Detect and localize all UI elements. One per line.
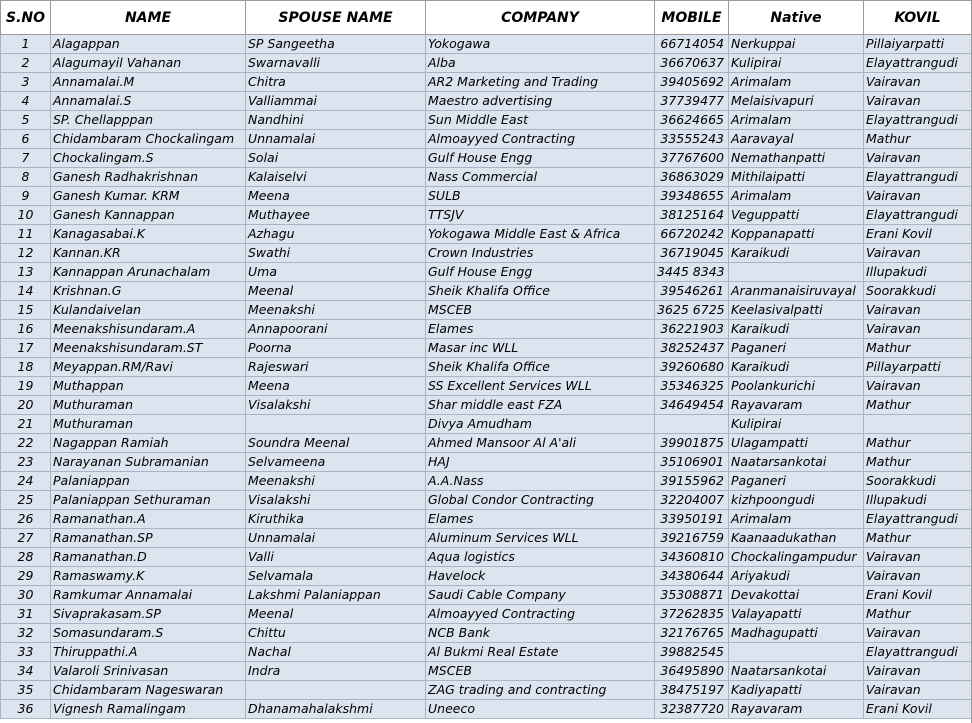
cell-spouse-name[interactable]: Rajeswari bbox=[246, 358, 426, 377]
cell-native[interactable]: Rayavaram bbox=[729, 396, 864, 415]
cell-sno[interactable]: 7 bbox=[1, 149, 51, 168]
cell-spouse-name[interactable]: Meena bbox=[246, 187, 426, 206]
cell-company[interactable]: Aluminum Services WLL bbox=[426, 529, 655, 548]
cell-name[interactable]: Kannappan Arunachalam bbox=[51, 263, 246, 282]
cell-name[interactable]: Kanagasabai.K bbox=[51, 225, 246, 244]
cell-native[interactable]: Chockalingampudur bbox=[729, 548, 864, 567]
cell-native[interactable]: Karaikudi bbox=[729, 320, 864, 339]
cell-name[interactable]: Meyappan.RM/Ravi bbox=[51, 358, 246, 377]
cell-mobile[interactable]: 36863029 bbox=[655, 168, 729, 187]
cell-kovil[interactable]: Elayattrangudi bbox=[864, 206, 972, 225]
cell-mobile[interactable]: 37262835 bbox=[655, 605, 729, 624]
cell-name[interactable]: Ramkumar Annamalai bbox=[51, 586, 246, 605]
cell-spouse-name[interactable]: Chitra bbox=[246, 73, 426, 92]
table-row bbox=[1, 282, 972, 301]
cell-name[interactable]: Alagappan bbox=[51, 35, 246, 54]
cell-sno[interactable]: 11 bbox=[1, 225, 51, 244]
cell-sno[interactable]: 19 bbox=[1, 377, 51, 396]
table-row bbox=[1, 92, 972, 111]
cell-kovil[interactable]: Mathur bbox=[864, 529, 972, 548]
cell-mobile[interactable]: 35106901 bbox=[655, 453, 729, 472]
cell-mobile[interactable] bbox=[655, 415, 729, 434]
cell-sno[interactable]: 25 bbox=[1, 491, 51, 510]
cell-native[interactable] bbox=[729, 643, 864, 662]
cell-kovil[interactable]: Vairavan bbox=[864, 149, 972, 168]
cell-native[interactable]: Nemathanpatti bbox=[729, 149, 864, 168]
cell-company[interactable]: TTSJV bbox=[426, 206, 655, 225]
cell-native[interactable]: Arimalam bbox=[729, 187, 864, 206]
cell-mobile[interactable]: 34360810 bbox=[655, 548, 729, 567]
cell-spouse-name[interactable]: Meenakshi bbox=[246, 472, 426, 491]
table-row bbox=[1, 244, 972, 263]
table-row bbox=[1, 472, 972, 491]
cell-company[interactable]: Almoayyed Contracting bbox=[426, 605, 655, 624]
cell-kovil[interactable]: Vairavan bbox=[864, 662, 972, 681]
cell-spouse-name[interactable]: Nandhini bbox=[246, 111, 426, 130]
cell-name[interactable]: Annamalai.M bbox=[51, 73, 246, 92]
cell-sno[interactable]: 5 bbox=[1, 111, 51, 130]
table-row bbox=[1, 35, 972, 54]
table-row bbox=[1, 529, 972, 548]
table-row bbox=[1, 624, 972, 643]
cell-sno[interactable]: 24 bbox=[1, 472, 51, 491]
cell-company[interactable]: ZAG trading and contracting bbox=[426, 681, 655, 700]
cell-kovil[interactable]: Pillaiyarpatti bbox=[864, 35, 972, 54]
cell-company[interactable]: Aqua logistics bbox=[426, 548, 655, 567]
cell-mobile[interactable]: 39405692 bbox=[655, 73, 729, 92]
cell-mobile[interactable]: 39901875 bbox=[655, 434, 729, 453]
cell-name[interactable]: Meenakshisundaram.A bbox=[51, 320, 246, 339]
table-row bbox=[1, 149, 972, 168]
cell-kovil[interactable]: Vairavan bbox=[864, 73, 972, 92]
cell-sno[interactable]: 31 bbox=[1, 605, 51, 624]
cell-spouse-name[interactable]: Azhagu bbox=[246, 225, 426, 244]
table-row bbox=[1, 130, 972, 149]
cell-spouse-name[interactable]: Valliammai bbox=[246, 92, 426, 111]
cell-name[interactable]: Annamalai.S bbox=[51, 92, 246, 111]
cell-native[interactable]: kizhpoongudi bbox=[729, 491, 864, 510]
cell-mobile[interactable]: 33555243 bbox=[655, 130, 729, 149]
cell-sno[interactable]: 8 bbox=[1, 168, 51, 187]
cell-spouse-name[interactable]: Meenakshi bbox=[246, 301, 426, 320]
cell-sno[interactable]: 13 bbox=[1, 263, 51, 282]
cell-name[interactable]: Somasundaram.S bbox=[51, 624, 246, 643]
cell-native[interactable]: Paganeri bbox=[729, 472, 864, 491]
cell-company[interactable]: SULB bbox=[426, 187, 655, 206]
cell-company[interactable]: Nass Commercial bbox=[426, 168, 655, 187]
cell-kovil[interactable]: Pillayarpatti bbox=[864, 358, 972, 377]
cell-native[interactable]: Koppanapatti bbox=[729, 225, 864, 244]
cell-mobile[interactable]: 37767600 bbox=[655, 149, 729, 168]
cell-sno[interactable]: 16 bbox=[1, 320, 51, 339]
cell-company[interactable]: Gulf House Engg bbox=[426, 263, 655, 282]
cell-native[interactable]: Aranmanaisiruvayal bbox=[729, 282, 864, 301]
cell-spouse-name[interactable]: Lakshmi Palaniappan bbox=[246, 586, 426, 605]
cell-name[interactable]: Ganesh Kannappan bbox=[51, 206, 246, 225]
cell-spouse-name[interactable]: Meena bbox=[246, 377, 426, 396]
cell-mobile[interactable]: 33950191 bbox=[655, 510, 729, 529]
cell-kovil[interactable]: Vairavan bbox=[864, 320, 972, 339]
cell-spouse-name[interactable]: Meenal bbox=[246, 605, 426, 624]
cell-native[interactable]: Ariyakudi bbox=[729, 567, 864, 586]
table-row bbox=[1, 263, 972, 282]
cell-company[interactable]: Yokogawa Middle East & Africa bbox=[426, 225, 655, 244]
cell-company[interactable]: Global Condor Contracting bbox=[426, 491, 655, 510]
cell-company[interactable]: Elames bbox=[426, 510, 655, 529]
cell-name[interactable]: Kannan.KR bbox=[51, 244, 246, 263]
cell-name[interactable]: Ramanathan.A bbox=[51, 510, 246, 529]
header-company[interactable]: COMPANY bbox=[426, 1, 655, 35]
cell-native[interactable]: Veguppatti bbox=[729, 206, 864, 225]
cell-kovil[interactable]: Mathur bbox=[864, 605, 972, 624]
cell-company[interactable]: A.A.Nass bbox=[426, 472, 655, 491]
cell-native[interactable]: Mithilaipatti bbox=[729, 168, 864, 187]
table-row bbox=[1, 491, 972, 510]
cell-spouse-name[interactable] bbox=[246, 681, 426, 700]
cell-native[interactable]: Nerkuppai bbox=[729, 35, 864, 54]
cell-company[interactable]: Ahmed Mansoor Al A'ali bbox=[426, 434, 655, 453]
header-kovil[interactable]: KOVIL bbox=[864, 1, 972, 35]
cell-sno[interactable]: 18 bbox=[1, 358, 51, 377]
cell-spouse-name[interactable]: Chittu bbox=[246, 624, 426, 643]
table-row bbox=[1, 301, 972, 320]
table-row bbox=[1, 605, 972, 624]
cell-native[interactable]: Madhagupatti bbox=[729, 624, 864, 643]
cell-spouse-name[interactable]: Unnamalai bbox=[246, 130, 426, 149]
cell-name[interactable]: Chockalingam.S bbox=[51, 149, 246, 168]
cell-name[interactable]: Chidambaram Nageswaran bbox=[51, 681, 246, 700]
table-row bbox=[1, 320, 972, 339]
cell-sno[interactable]: 4 bbox=[1, 92, 51, 111]
cell-kovil[interactable]: Soorakkudi bbox=[864, 282, 972, 301]
cell-company[interactable]: Almoayyed Contracting bbox=[426, 130, 655, 149]
cell-sno[interactable]: 23 bbox=[1, 453, 51, 472]
cell-company[interactable]: Al Bukmi Real Estate bbox=[426, 643, 655, 662]
cell-native[interactable] bbox=[729, 263, 864, 282]
cell-kovil[interactable]: Elayattrangudi bbox=[864, 54, 972, 73]
cell-spouse-name[interactable]: Visalakshi bbox=[246, 491, 426, 510]
cell-name[interactable]: Palaniappan bbox=[51, 472, 246, 491]
cell-kovil[interactable]: Mathur bbox=[864, 339, 972, 358]
cell-native[interactable]: Kaanaadukathan bbox=[729, 529, 864, 548]
cell-spouse-name[interactable] bbox=[246, 415, 426, 434]
table-row bbox=[1, 662, 972, 681]
cell-name[interactable]: Sivaprakasam.SP bbox=[51, 605, 246, 624]
cell-mobile[interactable]: 66720242 bbox=[655, 225, 729, 244]
cell-native[interactable]: Melaisivapuri bbox=[729, 92, 864, 111]
cell-spouse-name[interactable]: Soundra Meenal bbox=[246, 434, 426, 453]
cell-mobile[interactable]: 39216759 bbox=[655, 529, 729, 548]
cell-native[interactable]: Kulipirai bbox=[729, 54, 864, 73]
cell-kovil[interactable]: Vairavan bbox=[864, 92, 972, 111]
cell-spouse-name[interactable]: Selvameena bbox=[246, 453, 426, 472]
header-row bbox=[1, 1, 972, 35]
cell-company[interactable]: Uneeco bbox=[426, 700, 655, 719]
cell-company[interactable]: Saudi Cable Company bbox=[426, 586, 655, 605]
table-row bbox=[1, 453, 972, 472]
cell-mobile[interactable]: 38252437 bbox=[655, 339, 729, 358]
cell-company[interactable]: HAJ bbox=[426, 453, 655, 472]
cell-native[interactable]: Valayapatti bbox=[729, 605, 864, 624]
cell-mobile[interactable]: 38475197 bbox=[655, 681, 729, 700]
cell-mobile[interactable]: 37739477 bbox=[655, 92, 729, 111]
cell-native[interactable]: Kadiyapatti bbox=[729, 681, 864, 700]
cell-spouse-name[interactable]: Kalaiselvi bbox=[246, 168, 426, 187]
table-row bbox=[1, 586, 972, 605]
header-sno[interactable]: S.NO bbox=[1, 1, 51, 35]
cell-native[interactable]: Keelasivalpatti bbox=[729, 301, 864, 320]
table-row bbox=[1, 225, 972, 244]
cell-mobile[interactable]: 32176765 bbox=[655, 624, 729, 643]
cell-sno[interactable]: 22 bbox=[1, 434, 51, 453]
cell-spouse-name[interactable]: Solai bbox=[246, 149, 426, 168]
cell-mobile[interactable]: 35308871 bbox=[655, 586, 729, 605]
cell-name[interactable]: Muthappan bbox=[51, 377, 246, 396]
cell-sno[interactable]: 30 bbox=[1, 586, 51, 605]
cell-sno[interactable]: 1 bbox=[1, 35, 51, 54]
cell-name[interactable]: Chidambaram Chockalingam bbox=[51, 130, 246, 149]
cell-company[interactable]: Sheik Khalifa Office bbox=[426, 358, 655, 377]
cell-kovil[interactable]: Vairavan bbox=[864, 548, 972, 567]
cell-spouse-name[interactable]: Nachal bbox=[246, 643, 426, 662]
cell-company[interactable]: MSCEB bbox=[426, 662, 655, 681]
cell-native[interactable]: Karaikudi bbox=[729, 358, 864, 377]
cell-native[interactable]: Arimalam bbox=[729, 73, 864, 92]
table-row bbox=[1, 206, 972, 225]
cell-spouse-name[interactable]: Indra bbox=[246, 662, 426, 681]
table-row bbox=[1, 358, 972, 377]
cell-kovil[interactable]: Vairavan bbox=[864, 624, 972, 643]
cell-sno[interactable]: 20 bbox=[1, 396, 51, 415]
cell-sno[interactable]: 15 bbox=[1, 301, 51, 320]
cell-name[interactable]: Muthuraman bbox=[51, 396, 246, 415]
cell-native[interactable]: Arimalam bbox=[729, 111, 864, 130]
cell-spouse-name[interactable]: Visalakshi bbox=[246, 396, 426, 415]
header-native[interactable]: Native bbox=[729, 1, 864, 35]
cell-mobile[interactable]: 36670637 bbox=[655, 54, 729, 73]
cell-name[interactable]: Thiruppathi.A bbox=[51, 643, 246, 662]
cell-kovil[interactable]: Elayattrangudi bbox=[864, 111, 972, 130]
cell-spouse-name[interactable]: Poorna bbox=[246, 339, 426, 358]
cell-mobile[interactable]: 36624665 bbox=[655, 111, 729, 130]
cell-name[interactable]: Palaniappan Sethuraman bbox=[51, 491, 246, 510]
table-row bbox=[1, 548, 972, 567]
cell-kovil[interactable]: Vairavan bbox=[864, 681, 972, 700]
cell-company[interactable]: Crown Industries bbox=[426, 244, 655, 263]
table-row bbox=[1, 643, 972, 662]
cell-kovil[interactable]: Erani Kovil bbox=[864, 700, 972, 719]
cell-sno[interactable]: 26 bbox=[1, 510, 51, 529]
cell-spouse-name[interactable]: Dhanamahalakshmi bbox=[246, 700, 426, 719]
table-row bbox=[1, 396, 972, 415]
cell-spouse-name[interactable]: Swathi bbox=[246, 244, 426, 263]
cell-mobile[interactable]: 34380644 bbox=[655, 567, 729, 586]
cell-mobile[interactable]: 32204007 bbox=[655, 491, 729, 510]
cell-kovil[interactable]: Vairavan bbox=[864, 567, 972, 586]
cell-native[interactable]: Paganeri bbox=[729, 339, 864, 358]
cell-mobile[interactable]: 34649454 bbox=[655, 396, 729, 415]
cell-spouse-name[interactable]: Swarnavalli bbox=[246, 54, 426, 73]
cell-company[interactable]: Havelock bbox=[426, 567, 655, 586]
cell-native[interactable]: Poolankurichi bbox=[729, 377, 864, 396]
cell-kovil[interactable]: Elayattrangudi bbox=[864, 510, 972, 529]
cell-native[interactable]: Rayavaram bbox=[729, 700, 864, 719]
cell-company[interactable]: AR2 Marketing and Trading bbox=[426, 73, 655, 92]
cell-mobile[interactable]: 38125164 bbox=[655, 206, 729, 225]
cell-native[interactable]: Devakottai bbox=[729, 586, 864, 605]
table-row bbox=[1, 73, 972, 92]
cell-name[interactable]: Ganesh Radhakrishnan bbox=[51, 168, 246, 187]
cell-kovil[interactable]: Illupakudi bbox=[864, 491, 972, 510]
cell-company[interactable]: Sun Middle East bbox=[426, 111, 655, 130]
cell-mobile[interactable]: 66714054 bbox=[655, 35, 729, 54]
cell-mobile[interactable]: 35346325 bbox=[655, 377, 729, 396]
cell-sno[interactable]: 34 bbox=[1, 662, 51, 681]
cell-mobile[interactable]: 39260680 bbox=[655, 358, 729, 377]
cell-sno[interactable]: 33 bbox=[1, 643, 51, 662]
cell-sno[interactable]: 14 bbox=[1, 282, 51, 301]
cell-spouse-name[interactable]: Valli bbox=[246, 548, 426, 567]
cell-company[interactable]: Shar middle east FZA bbox=[426, 396, 655, 415]
cell-company[interactable]: MSCEB bbox=[426, 301, 655, 320]
cell-native[interactable]: Naatarsankotai bbox=[729, 453, 864, 472]
cell-spouse-name[interactable]: Uma bbox=[246, 263, 426, 282]
cell-kovil[interactable]: Mathur bbox=[864, 130, 972, 149]
cell-company[interactable]: Alba bbox=[426, 54, 655, 73]
cell-sno[interactable]: 6 bbox=[1, 130, 51, 149]
cell-spouse-name[interactable]: Selvamala bbox=[246, 567, 426, 586]
cell-sno[interactable]: 12 bbox=[1, 244, 51, 263]
cell-spouse-name[interactable]: Kiruthika bbox=[246, 510, 426, 529]
cell-sno[interactable]: 10 bbox=[1, 206, 51, 225]
cell-mobile[interactable]: 39546261 bbox=[655, 282, 729, 301]
cell-sno[interactable]: 3 bbox=[1, 73, 51, 92]
cell-mobile[interactable]: 36221903 bbox=[655, 320, 729, 339]
cell-company[interactable]: NCB Bank bbox=[426, 624, 655, 643]
cell-native[interactable]: Arimalam bbox=[729, 510, 864, 529]
cell-name[interactable]: Nagappan Ramiah bbox=[51, 434, 246, 453]
cell-kovil[interactable]: Soorakkudi bbox=[864, 472, 972, 491]
cell-name[interactable]: Meenakshisundaram.ST bbox=[51, 339, 246, 358]
cell-name[interactable]: Valaroli Srinivasan bbox=[51, 662, 246, 681]
cell-sno[interactable]: 29 bbox=[1, 567, 51, 586]
cell-kovil[interactable]: Elayattrangudi bbox=[864, 168, 972, 187]
cell-kovil[interactable]: Vairavan bbox=[864, 244, 972, 263]
cell-sno[interactable]: 27 bbox=[1, 529, 51, 548]
cell-name[interactable]: SP. Chellapppan bbox=[51, 111, 246, 130]
cell-kovil[interactable]: Illupakudi bbox=[864, 263, 972, 282]
cell-company[interactable]: Yokogawa bbox=[426, 35, 655, 54]
cell-spouse-name[interactable]: Meenal bbox=[246, 282, 426, 301]
cell-company[interactable]: Gulf House Engg bbox=[426, 149, 655, 168]
cell-mobile[interactable]: 3625 6725 bbox=[655, 301, 729, 320]
cell-kovil[interactable]: Mathur bbox=[864, 434, 972, 453]
cell-mobile[interactable]: 3445 8343 bbox=[655, 263, 729, 282]
table-row bbox=[1, 700, 972, 719]
table-row bbox=[1, 168, 972, 187]
table-row bbox=[1, 681, 972, 700]
table-row bbox=[1, 111, 972, 130]
cell-name[interactable]: Vignesh Ramalingam bbox=[51, 700, 246, 719]
cell-sno[interactable]: 17 bbox=[1, 339, 51, 358]
cell-sno[interactable]: 2 bbox=[1, 54, 51, 73]
cell-kovil[interactable]: Vairavan bbox=[864, 187, 972, 206]
cell-company[interactable]: Masar inc WLL bbox=[426, 339, 655, 358]
header-spouse-name[interactable]: SPOUSE NAME bbox=[246, 1, 426, 35]
cell-company[interactable]: Maestro advertising bbox=[426, 92, 655, 111]
cell-native[interactable]: Karaikudi bbox=[729, 244, 864, 263]
header-name[interactable]: NAME bbox=[51, 1, 246, 35]
cell-sno[interactable]: 9 bbox=[1, 187, 51, 206]
cell-mobile[interactable]: 39155962 bbox=[655, 472, 729, 491]
cell-name[interactable]: Muthuraman bbox=[51, 415, 246, 434]
cell-company[interactable]: Divya Amudham bbox=[426, 415, 655, 434]
table-row bbox=[1, 187, 972, 206]
cell-native[interactable]: Aaravayal bbox=[729, 130, 864, 149]
cell-native[interactable]: Naatarsankotai bbox=[729, 662, 864, 681]
cell-kovil[interactable]: Mathur bbox=[864, 453, 972, 472]
cell-company[interactable]: Elames bbox=[426, 320, 655, 339]
cell-sno[interactable]: 32 bbox=[1, 624, 51, 643]
cell-native[interactable]: Ulagampatti bbox=[729, 434, 864, 453]
table-row bbox=[1, 415, 972, 434]
cell-sno[interactable]: 36 bbox=[1, 700, 51, 719]
cell-sno[interactable]: 28 bbox=[1, 548, 51, 567]
cell-name[interactable]: Ganesh Kumar. KRM bbox=[51, 187, 246, 206]
table-row bbox=[1, 567, 972, 586]
cell-sno[interactable]: 35 bbox=[1, 681, 51, 700]
table-row bbox=[1, 510, 972, 529]
cell-sno[interactable]: 21 bbox=[1, 415, 51, 434]
table-row bbox=[1, 434, 972, 453]
cell-kovil[interactable]: Vairavan bbox=[864, 377, 972, 396]
cell-company[interactable]: Sheik Khalifa Office bbox=[426, 282, 655, 301]
cell-mobile[interactable]: 39348655 bbox=[655, 187, 729, 206]
cell-kovil[interactable]: Erani Kovil bbox=[864, 225, 972, 244]
cell-kovil[interactable]: Elayattrangudi bbox=[864, 643, 972, 662]
cell-spouse-name[interactable]: SP Sangeetha bbox=[246, 35, 426, 54]
cell-kovil[interactable]: Mathur bbox=[864, 396, 972, 415]
cell-native[interactable]: Kulipirai bbox=[729, 415, 864, 434]
cell-name[interactable]: Narayanan Subramanian bbox=[51, 453, 246, 472]
cell-name[interactable]: Kulandaivelan bbox=[51, 301, 246, 320]
table-row bbox=[1, 339, 972, 358]
header-mobile[interactable]: MOBILE bbox=[655, 1, 729, 35]
cell-kovil[interactable]: Erani Kovil bbox=[864, 586, 972, 605]
cell-kovil[interactable]: Vairavan bbox=[864, 301, 972, 320]
cell-mobile[interactable]: 36719045 bbox=[655, 244, 729, 263]
cell-name[interactable]: Ramanathan.SP bbox=[51, 529, 246, 548]
cell-name[interactable]: Ramaswamy.K bbox=[51, 567, 246, 586]
cell-spouse-name[interactable]: Unnamalai bbox=[246, 529, 426, 548]
cell-mobile[interactable]: 32387720 bbox=[655, 700, 729, 719]
cell-mobile[interactable]: 39882545 bbox=[655, 643, 729, 662]
table-row bbox=[1, 54, 972, 73]
cell-spouse-name[interactable]: Annapoorani bbox=[246, 320, 426, 339]
cell-name[interactable]: Ramanathan.D bbox=[51, 548, 246, 567]
cell-name[interactable]: Krishnan.G bbox=[51, 282, 246, 301]
table-row bbox=[1, 377, 972, 396]
cell-mobile[interactable]: 36495890 bbox=[655, 662, 729, 681]
cell-name[interactable]: Alagumayil Vahanan bbox=[51, 54, 246, 73]
cell-kovil[interactable] bbox=[864, 415, 972, 434]
cell-spouse-name[interactable]: Muthayee bbox=[246, 206, 426, 225]
cell-company[interactable]: SS Excellent Services WLL bbox=[426, 377, 655, 396]
